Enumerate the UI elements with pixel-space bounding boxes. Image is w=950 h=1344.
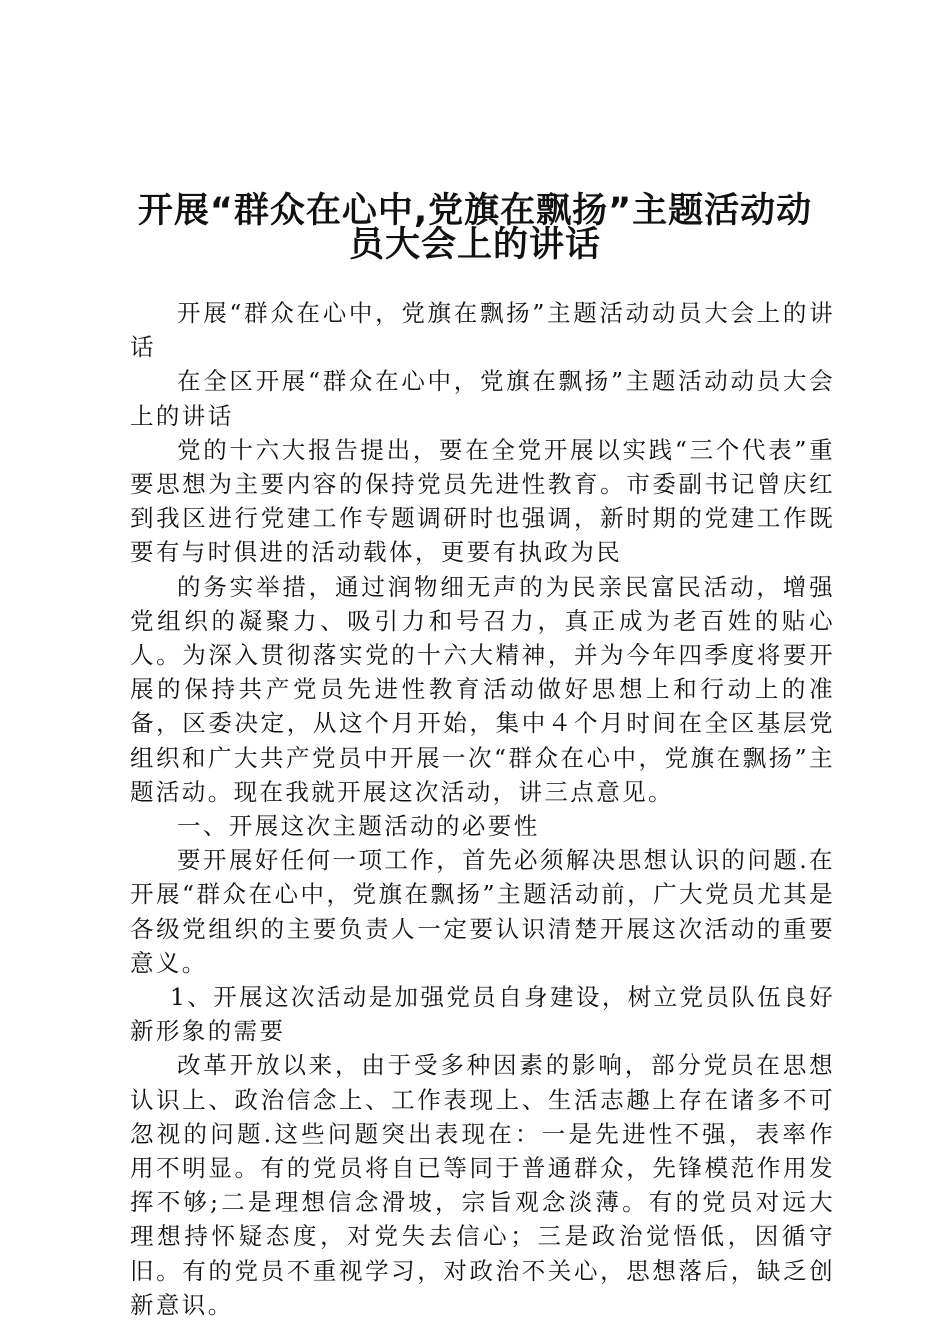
paragraph-4: 的务实举措，通过润物细无声的为民亲民富民活动，增强党组织的凝聚力、吸引力和号召力，真正成为老百姓的贴心人。为深入贯彻落实党的十六大精神，并为今年四季度将要开展的保持共产党员先进性教育活动做好思想上和行动上的准备，区委决定，从这个月开始，集中４个月时间在全区基层党组织和广大共产党员中开展一次“群众在心中，党旗在飘扬”主题活动。现在我就开展这次活动，讲三点意见。 <box>130 572 835 806</box>
paragraph-5: 要开展好任何一项工作，首先必须解决思想认识的问题.在开展“群众在心中，党旗在飘扬”主题活动前，广大党员尤其是各级党组织的主要负责人一定要认识清楚开展这次活动的重要意义。 <box>130 846 835 977</box>
document-title-line-1: 开展“群众在心中,党旗在飘扬”主题活动动 <box>137 191 813 231</box>
document-body <box>130 296 835 1322</box>
paragraph-1: 开展“群众在心中，党旗在飘扬”主题活动动员大会上的讲话 <box>130 299 835 362</box>
paragraph-6: 改革开放以来，由于受多种因素的影响，部分党员在思想认识上、政治信念上、工作表现上、生活志趣上存在诸多不可忽视的问题.这些问题突出表现在：一是先进性不强，表率作用不明显。有的党员将自已等同于普通群众，先锋模范作用发挥不够;二是理想信念滑坡，宗旨观念淡薄。有的党员对远大理想持怀疑态度，对党失去信心；三是政治觉悟低，因循守旧。有的党员不重视学习，对政治不关心，思想落后，缺乏创新意识。 <box>130 1051 835 1319</box>
paragraph-3: 党的十六大报告提出，要在全党开展以实践“三个代表”重要思想为主要内容的保持党员先进性教育。市委副书记曾庆红到我区进行党建工作专题调研时也强调，新时期的党建工作既要有与时俱进的活动载体，更要有执政为民 <box>130 435 835 567</box>
paragraph-2: 在全区开展“群众在心中，党旗在飘扬”主题活动动员大会上的讲话 <box>130 367 835 430</box>
section-heading-1: 一、开展这次主题活动的必要性 <box>177 812 540 841</box>
subsection-heading-1: 1、开展这次活动是加强党员自身建设，树立党员队伍良好新形象的需要 <box>130 983 835 1046</box>
document-title-line-2: 员大会上的讲话 <box>348 225 601 265</box>
